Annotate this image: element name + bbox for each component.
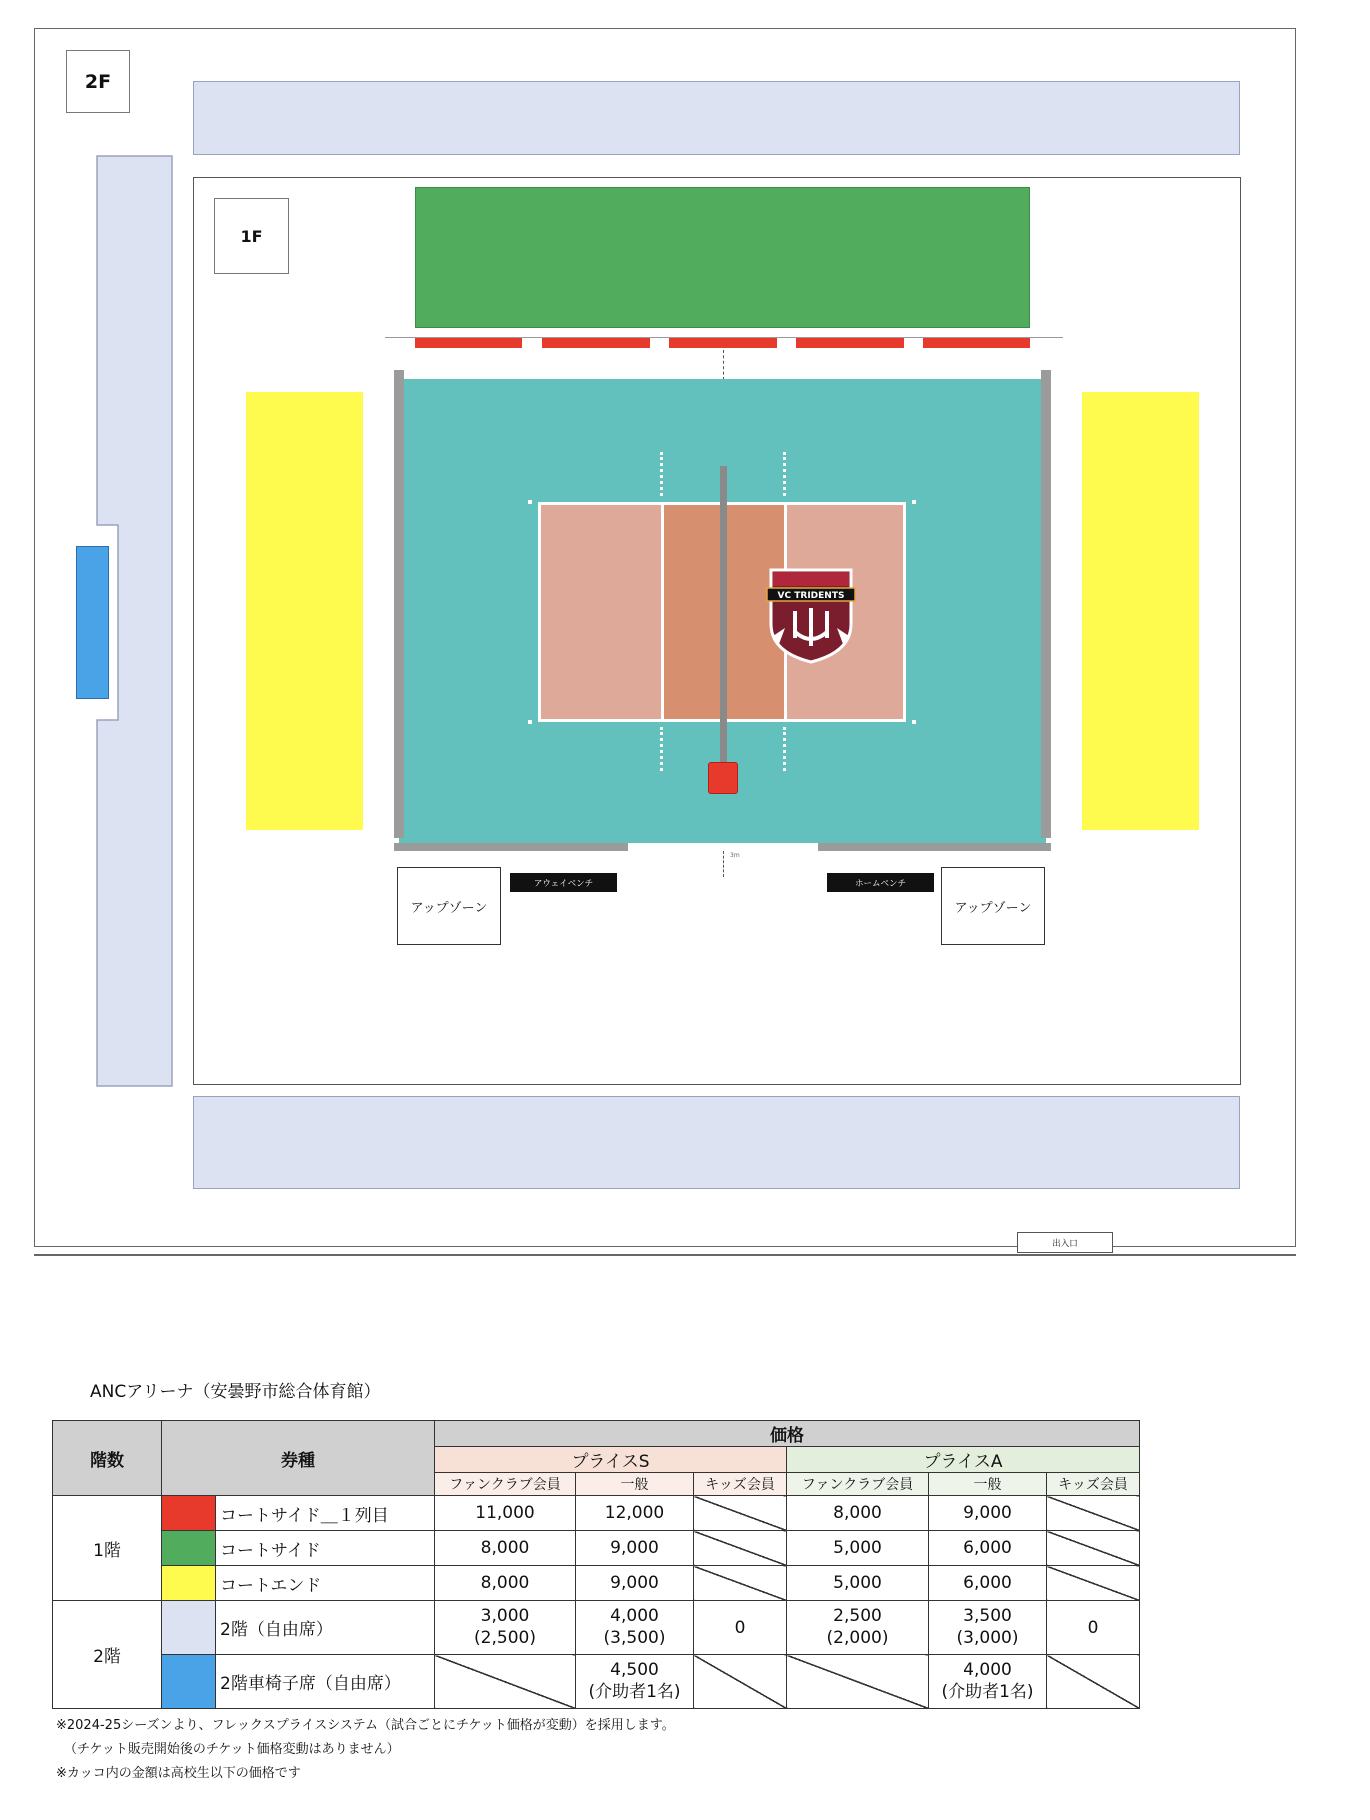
seat-courtside-row1-e[interactable] xyxy=(923,338,1030,348)
price-a-general: 3,500 (3,000) xyxy=(929,1601,1047,1655)
price-s-fanclub: 8,000 xyxy=(435,1531,576,1566)
not-available xyxy=(1047,1531,1140,1566)
price-a-fanclub: 5,000 xyxy=(787,1531,929,1566)
distance-mark: 3m xyxy=(730,852,740,859)
court-wall-right xyxy=(1041,370,1051,838)
price-s-kids-header: キッズ会員 xyxy=(694,1473,787,1496)
attack-line-ext-right-bottom xyxy=(783,727,786,771)
price-s-fanclub: 11,000 xyxy=(435,1496,576,1531)
ticket-header: 券種 xyxy=(162,1421,435,1496)
up-zone-left: アップゾーン xyxy=(397,867,501,945)
price-s-kids: 0 xyxy=(694,1601,787,1655)
color-swatch xyxy=(162,1655,216,1709)
not-available xyxy=(435,1655,576,1709)
court-left-half xyxy=(538,502,661,722)
attack-line-ext-left-top xyxy=(660,452,663,496)
notes xyxy=(56,1714,675,1786)
attack-line-ext-right-top xyxy=(783,452,786,496)
price-a-header: プライスA xyxy=(787,1447,1140,1473)
seat-courtside-row1-c[interactable] xyxy=(669,338,777,348)
price-a-fanclub: 2,500 (2,000) xyxy=(787,1601,929,1655)
price-table xyxy=(52,1420,1140,1709)
price-header: 価格 xyxy=(435,1421,1140,1447)
price-s-fanclub-header: ファンクラブ会員 xyxy=(435,1473,576,1496)
price-s-header: プライスS xyxy=(435,1447,787,1473)
price-a-general-header: 一般 xyxy=(929,1473,1047,1496)
not-available xyxy=(1047,1655,1140,1709)
court-marker xyxy=(528,500,532,504)
table-row xyxy=(53,1566,1140,1601)
price-s-general: 12,000 xyxy=(576,1496,694,1531)
price-s-general-header: 一般 xyxy=(576,1473,694,1496)
floor2-cell: 2階 xyxy=(53,1601,162,1709)
price-s-general: 9,000 xyxy=(576,1531,694,1566)
away-bench[interactable]: アウェイベンチ xyxy=(510,873,617,892)
color-swatch xyxy=(162,1566,216,1601)
home-bench[interactable]: ホームベンチ xyxy=(827,873,934,892)
team-logo xyxy=(765,566,857,664)
price-a-general: 4,000 (介助者1名) xyxy=(929,1655,1047,1709)
floor-2f-label: 2F xyxy=(66,50,130,113)
price-a-general: 9,000 xyxy=(929,1496,1047,1531)
center-line-bottom xyxy=(723,851,724,877)
price-s-general: 4,500 (介助者1名) xyxy=(576,1655,694,1709)
bottom-rule xyxy=(34,1254,1296,1256)
ticket-name: コートサイド＿１列目 xyxy=(216,1496,435,1531)
note-line: （チケット販売開始後のチケット価格変動はありません） xyxy=(64,1742,400,1757)
court-marker xyxy=(912,720,916,724)
table-row xyxy=(53,1531,1140,1566)
referee-stand[interactable] xyxy=(708,762,738,794)
not-available xyxy=(694,1655,787,1709)
ticket-name: 2階車椅子席（自由席） xyxy=(216,1655,435,1709)
net-post xyxy=(720,466,727,766)
not-available xyxy=(694,1566,787,1601)
note-line: ※2024-25シーズンより、フレックスプライスシステム（試合ごとにチケット価格が変動）を採用します。 xyxy=(56,1718,675,1733)
court-marker xyxy=(528,720,532,724)
seat-2f-top[interactable] xyxy=(193,81,1240,155)
seat-2f-bottom[interactable] xyxy=(193,1096,1240,1189)
price-s-general: 9,000 xyxy=(576,1566,694,1601)
attack-line-ext-left-bottom xyxy=(660,727,663,771)
seat-courtside[interactable] xyxy=(415,187,1030,328)
floor-header: 階数 xyxy=(53,1421,162,1496)
price-s-fanclub: 8,000 xyxy=(435,1566,576,1601)
ticket-name: コートエンド xyxy=(216,1566,435,1601)
table-row xyxy=(53,1601,1140,1655)
price-a-fanclub: 5,000 xyxy=(787,1566,929,1601)
venue-title: ANCアリーナ（安曇野市総合体育館） xyxy=(90,1382,381,1402)
up-zone-right: アップゾーン xyxy=(941,867,1045,945)
color-swatch xyxy=(162,1531,216,1566)
floor1-cell: 1階 xyxy=(53,1496,162,1601)
not-available xyxy=(1047,1566,1140,1601)
not-available xyxy=(694,1531,787,1566)
seat-courtend-left[interactable] xyxy=(246,392,363,830)
center-line-top xyxy=(723,350,724,380)
court-wall-bottom-right xyxy=(818,843,1051,851)
price-s-general: 4,000 (3,500) xyxy=(576,1601,694,1655)
floor-1f-label: 1F xyxy=(214,198,289,274)
color-swatch xyxy=(162,1496,216,1531)
entrance[interactable]: 出入口 xyxy=(1017,1232,1113,1253)
price-a-fanclub: 8,000 xyxy=(787,1496,929,1531)
table-row xyxy=(53,1655,1140,1709)
note-line: ※カッコ内の金額は高校生以下の価格です xyxy=(56,1766,301,1781)
price-a-kids: 0 xyxy=(1047,1601,1140,1655)
court-marker xyxy=(912,500,916,504)
price-a-kids-header: キッズ会員 xyxy=(1047,1473,1140,1496)
seat-courtside-row1-b[interactable] xyxy=(542,338,650,348)
price-a-general: 6,000 xyxy=(929,1531,1047,1566)
ticket-name: コートサイド xyxy=(216,1531,435,1566)
price-a-fanclub-header: ファンクラブ会員 xyxy=(787,1473,929,1496)
not-available xyxy=(694,1496,787,1531)
not-available xyxy=(787,1655,929,1709)
ticket-name: 2階（自由席） xyxy=(216,1601,435,1655)
color-swatch xyxy=(162,1601,216,1655)
seat-courtside-row1-d[interactable] xyxy=(796,338,904,348)
seat-courtend-right[interactable] xyxy=(1082,392,1199,830)
court-wall-bottom-left xyxy=(394,843,628,851)
not-available xyxy=(1047,1496,1140,1531)
logo-text: VC TRIDENTS xyxy=(777,591,845,601)
table-row xyxy=(53,1496,1140,1531)
price-a-general: 6,000 xyxy=(929,1566,1047,1601)
seat-2f-wheelchair[interactable] xyxy=(76,546,109,699)
court-wall-left xyxy=(394,370,404,838)
seat-courtside-row1-a[interactable] xyxy=(415,338,522,348)
price-s-fanclub: 3,000 (2,500) xyxy=(435,1601,576,1655)
